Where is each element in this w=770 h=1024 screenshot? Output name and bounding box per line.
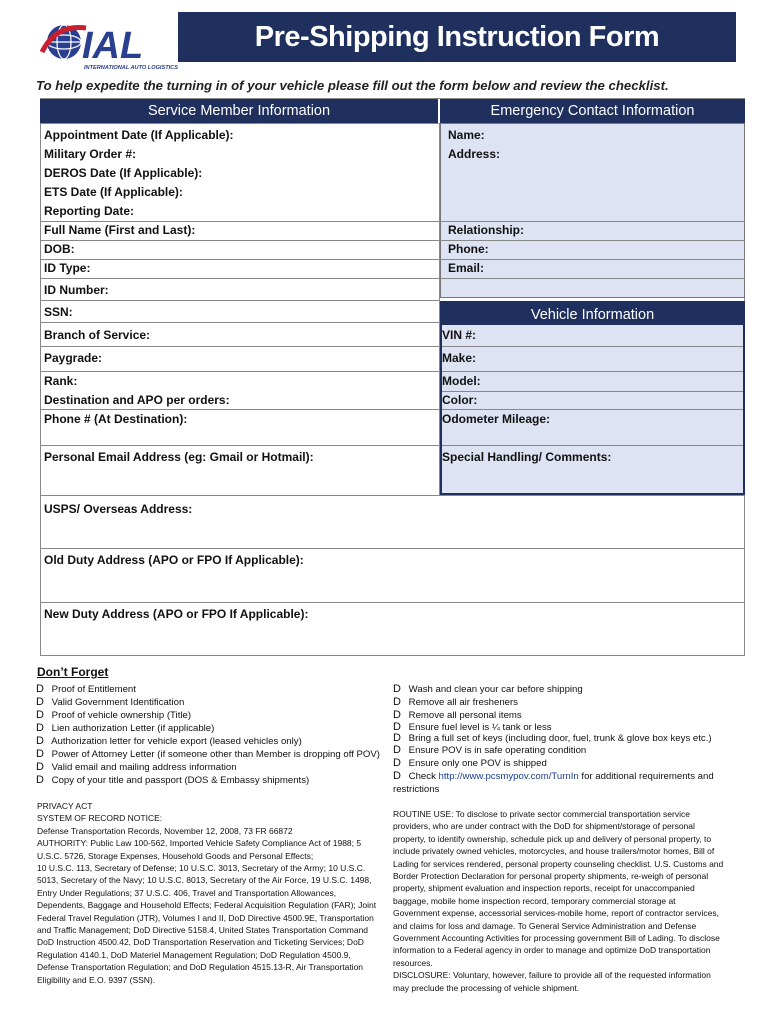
destination-apo-field[interactable]: Destination and APO per orders: xyxy=(44,393,230,407)
legal-line: baggage, mobile home inspection record, temporary commercial storage at xyxy=(393,895,676,906)
list-item: D Ensure POV is in safe operating condition xyxy=(393,744,587,756)
checklist-heading: Don’t Forget xyxy=(37,665,109,679)
title-banner xyxy=(178,12,736,62)
vehicle-info-heading: Vehicle Information xyxy=(440,301,745,325)
legal-line: Government Accounting Activities for processing government Bill of Lading. To disclose xyxy=(393,933,720,944)
divider xyxy=(40,495,745,496)
legal-line: Lading for services rendered, personal property counseling checklist. U.S. Customs and xyxy=(393,858,724,869)
service-member-heading: Service Member Information xyxy=(40,99,438,123)
military-order-field[interactable]: Military Order #: xyxy=(44,147,137,161)
intro-text: To help expedite the turning in of your vehicle please fill out the form below and review the checklist. xyxy=(36,78,669,93)
vin-field[interactable]: VIN #: xyxy=(442,328,477,342)
checklist-left xyxy=(36,683,380,787)
list-item: D Wash and clean your car before shipping xyxy=(393,683,583,695)
paygrade-field[interactable]: Paygrade: xyxy=(44,351,103,365)
legal-line: 10 U.S.C. 113, Secretary of Defense; 10 U.S.C. 3013, Secretary of the Army; 10 U.S.C. xyxy=(37,863,366,874)
id-number-field[interactable]: ID Number: xyxy=(44,283,109,297)
ial-logo xyxy=(38,14,188,74)
legal-line: 5013, Secretary of the Navy; 10 U.S.C. 8013, Secretary of the Air Force, 19 U.S.C. 1498, xyxy=(37,875,372,886)
legal-line: U.S.C. 5726, Storage Expenses, Household Goods and Personal Effects; xyxy=(37,850,314,861)
divider xyxy=(440,259,745,260)
phone-at-destination-field[interactable]: Phone # (At Destination): xyxy=(44,412,188,426)
list-item: D Power of Attorney Letter (if someone other than Member is dropping off POV) xyxy=(36,748,380,760)
divider xyxy=(40,278,440,279)
divider xyxy=(440,278,745,279)
emergency-contact-heading: Emergency Contact Information xyxy=(440,99,745,123)
divider xyxy=(40,322,440,323)
routine-use-block xyxy=(393,808,743,994)
divider xyxy=(40,259,440,260)
branch-of-service-field[interactable]: Branch of Service: xyxy=(44,328,151,342)
rank-field[interactable]: Rank: xyxy=(44,374,78,388)
list-item: D Valid email and mailing address information xyxy=(36,761,237,773)
list-item: D Lien authorization Letter (if applicable) xyxy=(36,722,215,734)
legal-line: Defense Transportation Regulation; and DoD Regulation 4515.13-R, Air Transportation xyxy=(37,962,364,973)
divider xyxy=(442,409,743,410)
ec-phone-field[interactable]: Phone: xyxy=(448,242,489,256)
divider xyxy=(442,391,743,392)
divider xyxy=(40,371,440,372)
divider xyxy=(40,346,440,347)
model-field[interactable]: Model: xyxy=(442,374,481,388)
make-field[interactable]: Make: xyxy=(442,351,477,365)
list-item: D Ensure only one POV is shipped xyxy=(393,757,547,769)
legal-line: PRIVACY ACT xyxy=(37,801,93,811)
list-item: D Remove all air fresheners xyxy=(393,696,518,708)
list-item: D Proof of vehicle ownership (Title) xyxy=(36,709,192,721)
ec-name-field[interactable]: Name: xyxy=(448,128,485,142)
divider xyxy=(40,221,440,222)
legal-line: Entry Under Regulations; 37 U.S.C. 406, Travel and Transportation Allowances, xyxy=(37,887,337,898)
divider xyxy=(40,300,440,301)
list-item: D Proof of Entitlement xyxy=(36,683,136,695)
list-item: D Authorization letter for vehicle export (leased vehicles only) xyxy=(36,735,302,747)
divider xyxy=(442,445,743,446)
logo-wordmark: IAL xyxy=(82,25,144,67)
divider xyxy=(40,445,440,446)
logo-subtext: INTERNATIONAL AUTO LOGISTICS xyxy=(84,65,178,71)
legal-line: Dependents, Baggage and Household Effects; Federal Acquisition Regulation (FAR); Joint xyxy=(37,900,377,911)
list-item: D Bring a full set of keys (including door, fuel, trunk & glove box keys etc.) xyxy=(393,732,712,744)
ec-relationship-field[interactable]: Relationship: xyxy=(448,223,525,237)
list-item: D Check http://www.pcsmypov.com/TurnIn for additional requirements and xyxy=(393,770,714,782)
legal-line: SYSTEM OF RECORD NOTICE: xyxy=(37,813,163,824)
dob-field[interactable]: DOB: xyxy=(44,242,75,256)
list-item: D Valid Government Identification xyxy=(36,696,185,708)
divider xyxy=(40,409,440,410)
legal-line: may preclude the processing of vehicle shipment. xyxy=(393,982,580,993)
id-type-field[interactable]: ID Type: xyxy=(44,261,91,275)
color-field[interactable]: Color: xyxy=(442,393,478,407)
divider xyxy=(40,548,745,549)
privacy-act-block xyxy=(37,800,387,986)
full-name-field[interactable]: Full Name (First and Last): xyxy=(44,223,196,237)
legal-line: property, to identify ownership, schedule pick up and delivery of personal property, to xyxy=(393,833,712,844)
legal-line: and claims for loss and damage. To General Service Administration and Defense xyxy=(393,920,697,931)
legal-line: and Traffic Management; DoD Directive 5158.4, United States Transportation Command xyxy=(37,925,369,936)
divider xyxy=(440,240,745,241)
vehicle-info-box xyxy=(440,325,745,495)
legal-line: Border Protection Declaration for personal property shipments, re-weigh of personal xyxy=(393,871,709,882)
ssn-field[interactable]: SSN: xyxy=(44,305,73,319)
appointment-date-field[interactable]: Appointment Date (If Applicable): xyxy=(44,128,234,142)
divider xyxy=(40,602,745,603)
pcsmypov-link[interactable]: http://www.pcsmypov.com/TurnIn xyxy=(438,771,579,782)
legal-line: DoD Instruction 4500.42, DoD Transportation Reservation and Ticketing Services; DoD xyxy=(37,937,364,948)
legal-line: DISCLOSURE: Voluntary, however, failure to provide all of the requested information xyxy=(393,970,711,981)
usps-overseas-address-field[interactable]: USPS/ Overseas Address: xyxy=(44,502,193,516)
list-item: D Remove all personal items xyxy=(393,709,522,721)
ec-email-field[interactable]: Email: xyxy=(448,261,485,275)
ets-date-field[interactable]: ETS Date (If Applicable): xyxy=(44,185,183,199)
deros-date-field[interactable]: DEROS Date (If Applicable): xyxy=(44,166,203,180)
legal-line: resources. xyxy=(393,957,433,968)
divider xyxy=(442,371,743,372)
legal-line: ROUTINE USE: To disclose to private sector commercial transportation service xyxy=(393,809,690,819)
list-item: D Copy of your title and passport (DOS & Embassy shipments) xyxy=(36,774,310,786)
legal-line: AUTHORITY: Public Law 100-562, Imported Vehicle Safety Compliance Act of 1988; 5 xyxy=(37,838,362,849)
list-item-continuation: restrictions xyxy=(393,784,440,795)
legal-line: Defense Transportation Records, November 12, 2008, 73 FR 66872 xyxy=(37,825,293,836)
divider xyxy=(40,123,440,124)
special-handling-field[interactable]: Special Handling/ Comments: xyxy=(442,450,612,464)
divider xyxy=(442,346,743,347)
ec-address-field[interactable]: Address: xyxy=(448,147,501,161)
divider xyxy=(40,240,440,241)
legal-line: information to a Federal agency in order to manage and optimize DoD transportation xyxy=(393,945,711,956)
legal-line: Federal Travel Regulation (JTR), Volumes I and II, DoD Directive 4500.9E, Transportation xyxy=(37,912,374,923)
old-duty-address-field[interactable]: Old Duty Address (APO or FPO If Applicable): xyxy=(44,553,304,567)
checklist-right xyxy=(393,683,743,796)
divider xyxy=(440,221,745,222)
legal-line: Regulation 4140.1, DoD Materiel Management Regulation; DoD Regulation 4500.9, xyxy=(37,949,351,960)
legal-line: providers, who are under contract with the DoD for shipment/storage of personal xyxy=(393,821,695,832)
new-duty-address-field[interactable]: New Duty Address (APO or FPO If Applicable): xyxy=(44,607,309,621)
page-title: Pre-Shipping Instruction Form xyxy=(254,20,660,53)
legal-line: include privately owned vehicles, motorcycles, and house trailers/motor homes, Bill of xyxy=(393,846,715,857)
column-divider xyxy=(439,123,440,495)
legal-line: Government expense, accessorial services-mobile home, report of contractor services, xyxy=(393,908,719,919)
odometer-field[interactable]: Odometer Mileage: xyxy=(442,412,551,426)
legal-line: property, shipment evaluation and inspection reports, receipt for unaccompanied xyxy=(393,883,695,894)
globe-logo-icon xyxy=(38,14,188,74)
list-item: D Ensure fuel level is ¼ tank or less xyxy=(393,721,552,733)
reporting-date-field[interactable]: Reporting Date: xyxy=(44,204,134,218)
legal-line: Eligibility and E.O. 9397 (SSN). xyxy=(37,974,156,985)
personal-email-field[interactable]: Personal Email Address (eg: Gmail or Hotmail): xyxy=(44,450,314,464)
